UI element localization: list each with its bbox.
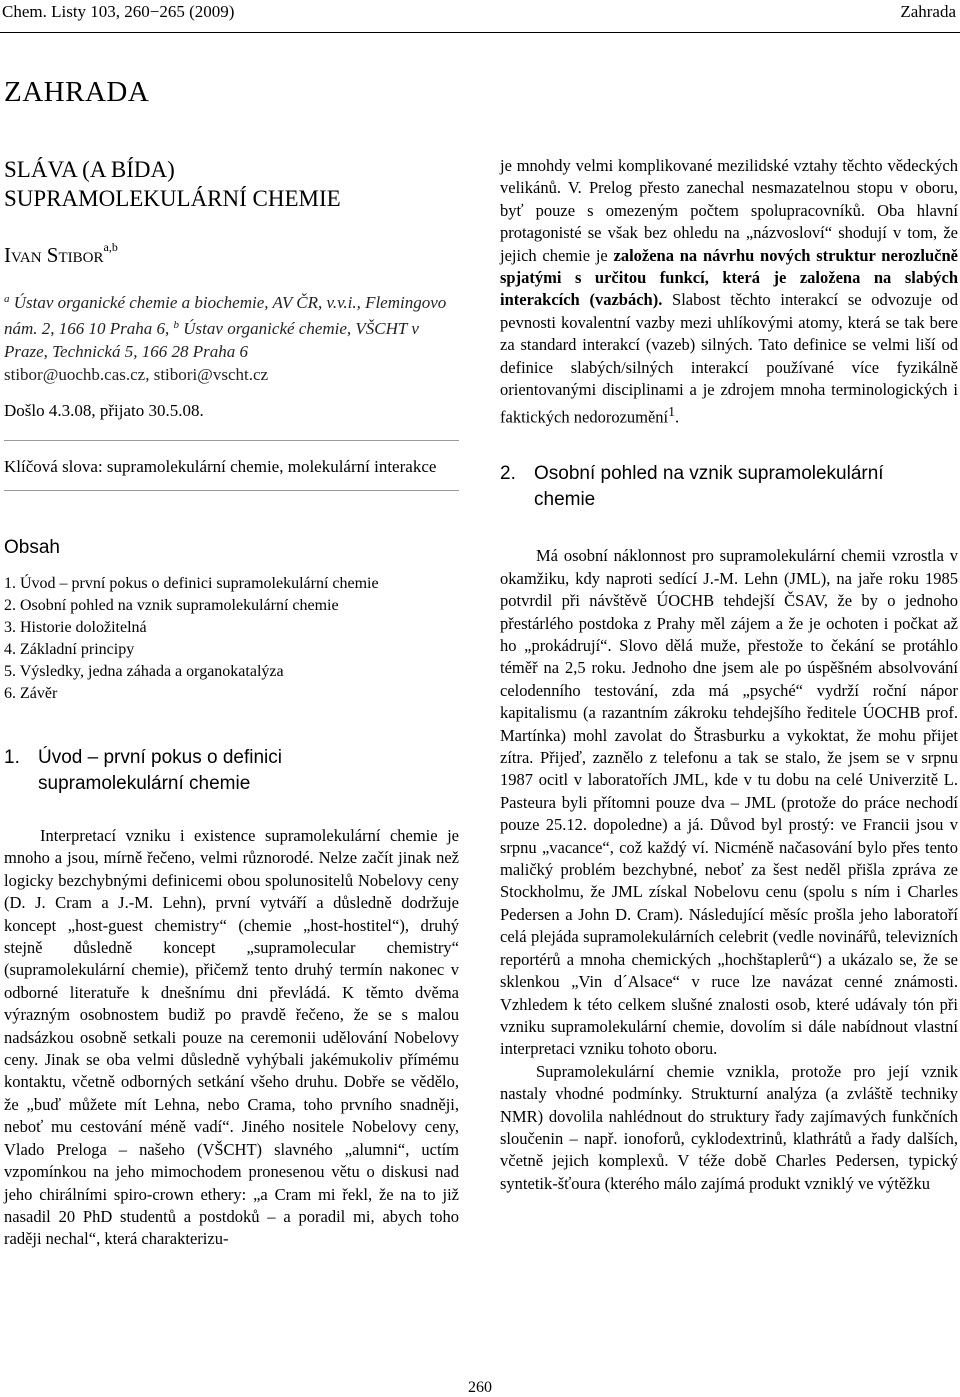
author-name: Ivan Stibor [4, 243, 104, 267]
journal-citation: Chem. Listy 103, 260−265 (2009) [2, 2, 235, 21]
toc-item: 2. Osobní pohled na vznik supramolekulární chemie [4, 597, 339, 614]
page-number: 260 [468, 1379, 492, 1396]
author-emails: stibor@uochb.cas.cz, stibori@vscht.cz [4, 365, 269, 384]
section-title: ZAHRADA [4, 76, 150, 108]
article-title-line-1: SLÁVA (A BÍDA) [4, 157, 175, 182]
right-column [500, 155, 958, 1195]
keywords: Klíčová slova: supramolekulární chemie, molekulární interakce [4, 440, 459, 491]
section-2-paragraph-1: Má osobní náklonnost pro supramolekulární chemii vzrostla v okamžiku, kdy naproti sedící J.-M. Lehn (JML), na jaře roku 1985 potvrdil při návštěvě ÚOCHB tehdejší ČSAV, že by o jednoho přestárlého postdoka z Prahy měl zájem a že je ochoten i počkat až ho „prokádrují“. Slovo dělá muže, přestože to čekání se protáhlo téměř na 2,5 roku. Jednoho dne jsem ale po úspěšném absolvování celodenního testování, zda má „psyché“ vydrží roční nápor kapitalismu (a razantním zákroku tehdejšího ředitele ÚOCHB prof. Martínka) mohl zavolat do Štrasburku a vykoktat, že mohu přijet zítra. Přijeď, zaznělo z telefonu a tak se stalo, že jsem se v srpnu 1987 ocitl v laboratořích JML, kde v tu dobu na celé Univerzitě L. Pasteura byli přítomni pouze dva – JML (protože do práce nechodí pouze 25.12. dopoledne) a já. Důvod byl prostý: ve Francii jsou v srpnu „vacance“, což každý ví. Nicméně načasování bylo přes tento maličký problém bezchybné, neboť za šest neděl přišla zpráva ze Stockholmu, že JML získal Nobelovu cenu (spolu s ním i Charles Pedersen a John D. Cram). Následující měsíc prošla jeho laboratoří celá plejáda supramolekulárních celebrit (vedle novinářů, televizních reportérů a mnoha chemických „hochštaplerů“) a ukázalo se, že se sklenkou „Vin d´Alsace“ v ruce lze navázat cenné známosti. Vzhledem k této celkem slušné znalosti osob, které udávaly tón při vzniku supramolekulární chemie, dovolím si dále nabídnout vlastní interpretaci vzniku tohoto oboru. [500, 546, 958, 1059]
section-2-number: 2. [500, 463, 516, 485]
toc-item: 4. Základní principy [4, 641, 135, 658]
toc-item: 6. Závěr [4, 685, 58, 702]
section-1-heading [4, 745, 459, 797]
article-title-line-2: SUPRAMOLEKULÁRNÍ CHEMIE [4, 186, 341, 211]
affiliation [4, 288, 459, 386]
definition-emphasis: založena na návrhu nových struktur nerozlučně spjatými s určitou funkcí, která je založena na slabých interakcích (vazbách). [500, 245, 958, 310]
reference-mark: 1 [668, 404, 676, 420]
toc-item: 5. Výsledky, jedna záhada a organokatalýza [4, 663, 284, 680]
section-1-heading-line-1: Úvod – první pokus o definici [38, 747, 282, 768]
toc-item: 1. Úvod – první pokus o definici supramolekulární chemie [4, 575, 379, 592]
affiliation-a-mark: a [4, 293, 10, 305]
running-head-section: Zahrada [900, 2, 956, 21]
section-1-paragraph: Interpretací vzniku i existence supramolekulární chemie je mnoho a jsou, mírně řečeno, velmi různorodé. Nelze začít jinak než logicky bezchybnými definicemi obou spolunositelů Nobelovy ceny (D. J. Cram a J.-M. Lehn), první vytváří a důsledně dodržuje koncept „host-guest chemistry“ (chemie „host-hostitel“), druhý stejně důsledně koncept „supramolecular chemistry“ (supramolekulární chemie), přičemž tento druhý termín nakonec v odborné literatuře k dnešnímu dni převládá. K těmto dvěma výrazným osobnostem budiž po pravdě řečeno, že se s malou nadsázkou osobně setkali pouze na ceremonii udělování Nobelovy ceny. Jinak se oba velmi důsledně vyhýbali jakémukoliv přímému kontaktu, včetně odborných setkání všeho druhu. Dobře se vědělo, že „buď můžete mít Lehna, nebo Crama, toho prvního snadněji, neboť mu cestování méně vadí“. Jiného nositele Nobelovy ceny, Vlado Preloga – našeho (VŠCHT) slavného „alumni“, uctím vzpomínkou na jeho mimochodem pronesenou větu o diskusi nad jeho chirálními spiro-crown ethery: „a Cram mi řekl, že na to již nasadil 20 PhD studentů a postdoků – a poradil mi, abych toho raději nechal“, která charakterizu- [4, 826, 459, 1249]
table-of-contents [4, 573, 459, 705]
continued-text-b: Slabost těchto interakcí se odvozuje od pevnosti kovalentní vazby mezi uhlíkovými atomy, která se tak bere za standard interakcí (vazeb) silných. Tato definice se velmi liší od definice slabých/silných interakcí používané více fyzikálně orientovanými disciplinami a je zdrojem mnoha terminologických i faktických nedorozumění [500, 290, 958, 427]
article-title [4, 155, 459, 213]
toc-title: Obsah [4, 537, 60, 558]
running-head [0, 0, 960, 33]
section-2-heading [500, 461, 958, 513]
affiliation-b-mark: b [173, 319, 180, 331]
received-dates: Došlo 4.3.08, přijato 30.5.08. [4, 401, 204, 420]
continued-text-end: . [675, 407, 680, 427]
section-2-heading-line-2: chemie [534, 489, 596, 511]
author [4, 234, 459, 268]
author-affiliation-marks: a,b [103, 240, 118, 254]
affiliation-a: Ústav organické chemie a biochemie, AV ČR, v.v.i., Flemingovo nám. 2, 166 10 Praha 6, [4, 293, 447, 338]
section-1-heading-line-2: supramolekulární chemie [38, 773, 251, 794]
section-1-paragraph-continued [500, 155, 958, 429]
toc-item: 3. Historie doložitelná [4, 619, 147, 636]
section-2-paragraph-2: Supramolekulární chemie vznikla, protože pro její vznik nastaly vhodné podmínky. Strukturní analýza (a zvláště techniky NMR) dovolila nahlédnout do struktury řady zajímavých funkčních sloučenin – např. ionoforů, cyklodextrinů, klathrátů a řady dalších, včetně jejich komplexů. V téže době Charles Pedersen, typický syntetik-šťoura (kterého málo zajímá produkt vzniklý ve výtěžku [500, 1061, 958, 1193]
continued-text-a: je mnohdy velmi komplikované mezilidské vztahy těchto vědeckých velikánů. V. Prelog přesto zanechal nesmazatelnou stopu v oboru, byť pouze s omezeným počtem spolupracovníků. Oba hlavní protagonisté se však bez ohledu na „názvosloví“ shodují v tom, že jejich chemie je [500, 156, 958, 265]
left-column [4, 155, 459, 1251]
section-2-heading-line-1: Osobní pohled na vznik supramolekulární [534, 463, 884, 485]
affiliation-b: Ústav organické chemie, VŠCHT v Praze, Technická 5, 166 28 Praha 6 [4, 319, 419, 361]
section-1-number: 1. [4, 747, 20, 768]
